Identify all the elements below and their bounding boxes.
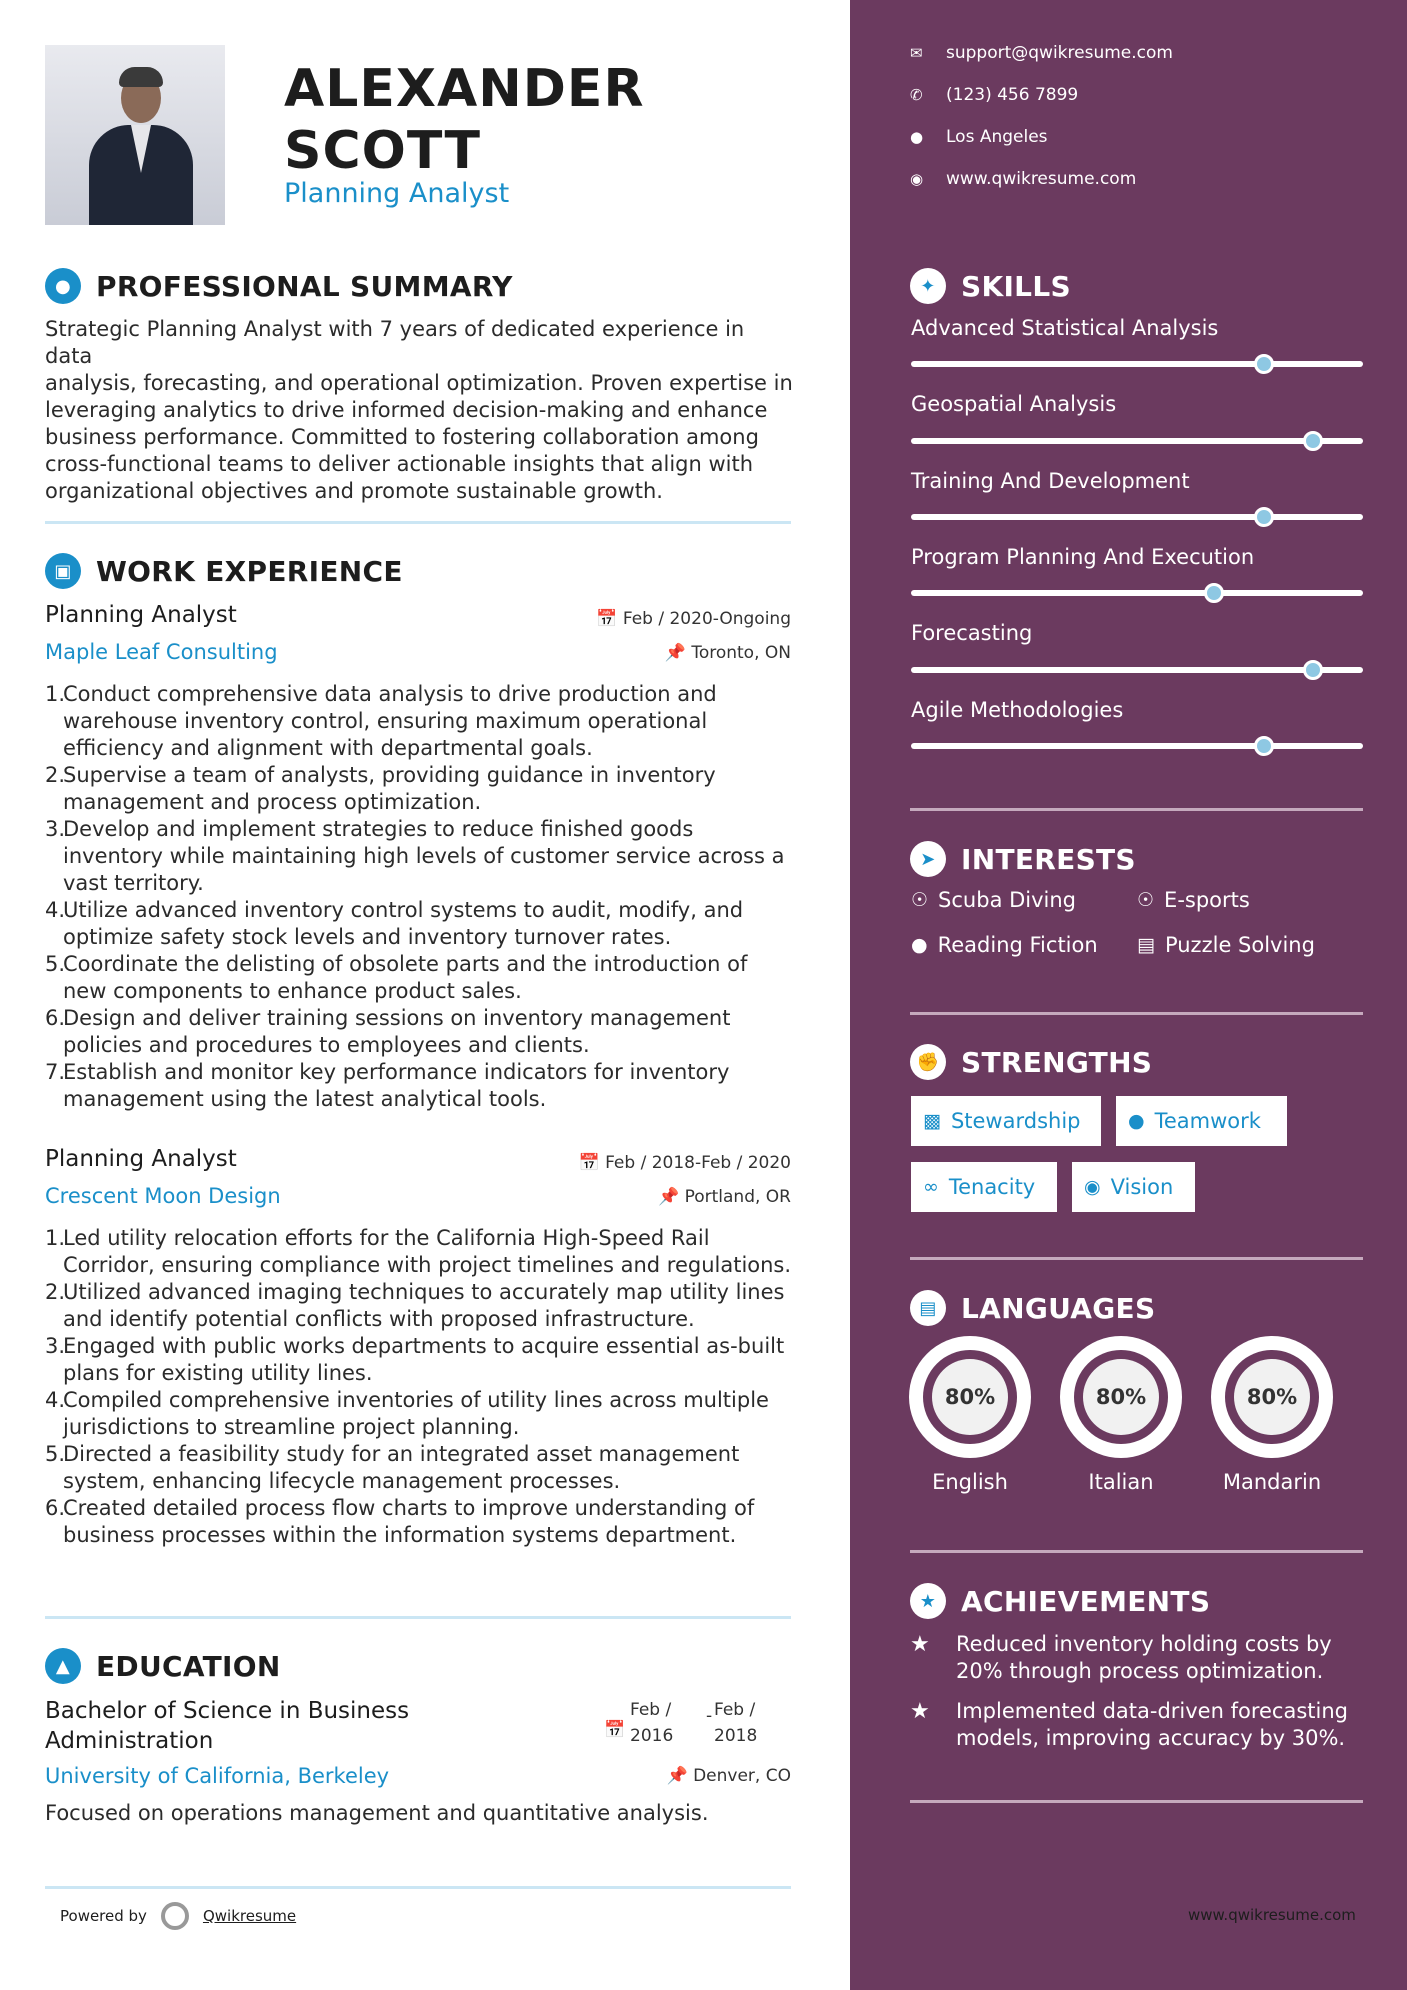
list-item: 6. Design and deliver training sessions on inventory management policies and procedures to employees and clients. <box>45 1006 731 1057</box>
job-2-duties <box>45 1225 795 1549</box>
job-2-dates: 📅 Feb / 2018-Feb / 2020 <box>578 1153 791 1173</box>
profile-photo <box>45 45 225 225</box>
list-item: 3. Develop and implement strategies to reduce finished goods inventory while maintaining high levels of customer service across a vast territory. <box>45 817 785 895</box>
qwikresume-logo-icon <box>161 1902 189 1930</box>
life-ring-icon: ☉ <box>911 889 929 911</box>
contact-website[interactable]: ◉ www.qwikresume.com <box>910 169 1137 189</box>
strength-chip: ◉ Vision <box>1072 1162 1195 1212</box>
skill-bar <box>911 743 1363 749</box>
skill-label: Agile Methodologies <box>911 698 1124 722</box>
list-item: 1. Conduct comprehensive data analysis to drive production and warehouse inventory control, ensuring maximum operational efficiency and alignment with departmental goals. <box>45 682 717 760</box>
divider <box>45 1616 791 1619</box>
interest-item: ▤ Puzzle Solving <box>1137 933 1315 957</box>
list-item: 5. Directed a feasibility study for an integrated asset management system, enhancing lifecycle management processes. <box>45 1442 740 1493</box>
achievement-item: ★ Reduced inventory holding costs by 20% through process optimization. <box>910 1632 1332 1683</box>
job-title: Planning Analyst <box>284 178 510 209</box>
language-gauge: 80% <box>1060 1336 1182 1458</box>
job-2-company: Crescent Moon Design <box>45 1184 281 1208</box>
edu-start-date: Feb / 2016 <box>630 1700 674 1746</box>
life-ring-icon: ☉ <box>1137 889 1155 911</box>
skill-bar <box>911 667 1363 673</box>
translate-icon: ▤ <box>910 1290 946 1326</box>
language-item: 80% Mandarin <box>1211 1336 1333 1494</box>
strength-chip: ● Teamwork <box>1116 1096 1287 1146</box>
paper-plane-icon: ➤ <box>910 841 946 877</box>
job-1-dates: 📅 Feb / 2020-Ongoing <box>596 609 791 629</box>
skill-knob <box>1254 354 1274 374</box>
skill-bar <box>911 590 1363 596</box>
interest-item: ☉ Scuba Diving <box>911 888 1077 912</box>
brand-link[interactable]: Qwikresume <box>202 1907 297 1925</box>
divider <box>910 1800 1363 1803</box>
interests-heading: ➤ INTERESTS <box>910 841 1136 877</box>
skill-label: Advanced Statistical Analysis <box>911 316 1219 340</box>
skill-bar <box>911 514 1363 520</box>
edu-description: Focused on operations management and quantitative analysis. <box>45 1801 709 1825</box>
name-line-2: SCOTT <box>284 121 481 181</box>
divider <box>910 1550 1363 1553</box>
link-icon: ∞ <box>923 1176 939 1198</box>
divider <box>45 1886 791 1889</box>
date-separator: - <box>706 1706 713 1726</box>
summary-heading: ● PROFESSIONAL SUMMARY <box>45 268 513 304</box>
list-item: 1. Led utility relocation efforts for the California High-Speed Rail Corridor, ensuring compliance with project timelines and regulations. <box>45 1226 792 1277</box>
summary-text: Strategic Planning Analyst with 7 years of dedicated experience in data analysis, forecasting, and operational optimization. Proven expertise in leveraging analytics to drive informed decision-making and enhance business performance. Committed to fostering collaboration among cross-functional teams to deliver actionable insights that align with organizational objectives and promote sustainable growth. <box>45 317 793 503</box>
strength-chip: ∞ Tenacity <box>911 1162 1057 1212</box>
skill-label: Program Planning And Execution <box>911 545 1255 569</box>
list-item: 7. Establish and monitor key performance indicators for inventory management using the latest analytical tools. <box>45 1060 730 1111</box>
list-item: 2. Supervise a team of analysts, providing guidance in inventory management and process optimization. <box>45 763 716 814</box>
calendar-icon: 📅 <box>604 1720 626 1740</box>
language-gauge: 80% <box>1211 1336 1333 1458</box>
language-gauge: 80% <box>909 1336 1031 1458</box>
phone-icon: ✆ <box>910 86 923 104</box>
contact-email[interactable]: ✉ support@qwikresume.com <box>910 43 1173 63</box>
language-item: 80% Italian <box>1060 1336 1182 1494</box>
job-1-location: 📌 Toronto, ON <box>664 643 791 663</box>
school: University of California, Berkeley <box>45 1764 390 1788</box>
candidate-name <box>284 58 644 182</box>
briefcase-icon: ▩ <box>923 1110 941 1132</box>
list-item: 4. Compiled comprehensive inventories of utility lines across multiple jurisdictions to streamline project planning. <box>45 1388 769 1439</box>
globe-icon: ◉ <box>910 170 924 188</box>
pin-icon: 📌 <box>666 1766 688 1786</box>
languages-heading: ▤ LANGUAGES <box>910 1290 1155 1326</box>
calendar-icon: 📅 <box>596 609 618 629</box>
language-item: 80% English <box>909 1336 1031 1494</box>
skill-label: Geospatial Analysis <box>911 392 1117 416</box>
strengths-heading: ✊ STRENGTHS <box>910 1044 1152 1080</box>
job-1-duties <box>45 681 795 1113</box>
skill-bar <box>911 438 1363 444</box>
job-1-title: Planning Analyst <box>45 602 237 628</box>
calendar-icon: 📅 <box>578 1153 600 1173</box>
user-icon: ● <box>45 268 81 304</box>
divider <box>910 808 1363 811</box>
fist-icon: ✊ <box>910 1044 946 1080</box>
experience-heading: ▣ WORK EXPERIENCE <box>45 553 403 589</box>
shooting-star-icon: ★ <box>910 1699 930 1724</box>
name-line-1: ALEXANDER <box>284 59 645 119</box>
pin-icon: 📌 <box>658 1187 680 1207</box>
divider <box>45 521 791 524</box>
envelope-icon: ✉ <box>910 44 923 62</box>
skill-label: Forecasting <box>911 621 1033 645</box>
star-badge-icon: ★ <box>910 1583 946 1619</box>
interest-item: ☉ E-sports <box>1137 888 1250 912</box>
desktop-icon: ▣ <box>45 553 81 589</box>
skills-heading: ✦ SKILLS <box>910 268 1071 304</box>
contact-phone: ✆ (123) 456 7899 <box>910 85 1079 105</box>
list-item: 6. Created detailed process flow charts to improve understanding of business processes within the information systems department. <box>45 1496 755 1547</box>
skill-knob <box>1254 736 1274 756</box>
binoculars-icon: ◉ <box>1084 1176 1101 1198</box>
list-item: 3. Engaged with public works departments to acquire essential as-built plans for existing utility lines. <box>45 1334 785 1385</box>
list-item: 4. Utilize advanced inventory control systems to audit, modify, and optimize safety stock levels and inventory turnover rates. <box>45 898 744 949</box>
list-item: 2. Utilized advanced imaging techniques to accurately map utility lines and identify potential conflicts with proposed infrastructure. <box>45 1280 785 1331</box>
divider <box>910 1257 1363 1260</box>
job-2-title: Planning Analyst <box>45 1146 237 1172</box>
footer-url[interactable]: www.qwikresume.com <box>1188 1906 1356 1924</box>
interest-item: ● Reading Fiction <box>911 933 1098 957</box>
skill-knob <box>1254 507 1274 527</box>
lightbulb-icon: ✦ <box>910 268 946 304</box>
footer-powered: Powered by Qwikresume <box>60 1902 296 1930</box>
job-2-location: 📌 Portland, OR <box>658 1187 791 1207</box>
job-1-company: Maple Leaf Consulting <box>45 640 278 664</box>
shooting-star-icon: ★ <box>910 1632 930 1657</box>
gamepad-icon: ● <box>911 934 928 956</box>
education-heading: ▲ EDUCATION <box>45 1648 281 1684</box>
achievement-item: ★ Implemented data-driven forecasting models, improving accuracy by 30%. <box>910 1699 1348 1750</box>
contact-location: ● Los Angeles <box>910 127 1048 147</box>
book-icon: ▤ <box>1137 934 1155 956</box>
degree: Bachelor of Science in Business Administration <box>45 1698 410 1754</box>
divider <box>910 1012 1363 1015</box>
strength-chip: ▩ Stewardship <box>911 1096 1101 1146</box>
skill-bar <box>911 361 1363 367</box>
users-icon: ● <box>1128 1110 1145 1132</box>
achievements-heading: ★ ACHIEVEMENTS <box>910 1583 1210 1619</box>
edu-end-date: Feb / 2018 <box>714 1700 758 1746</box>
skill-knob <box>1204 583 1224 603</box>
list-item: 5. Coordinate the delisting of obsolete parts and the introduction of new components to enhance product sales. <box>45 952 748 1003</box>
pin-icon: 📌 <box>664 643 686 663</box>
skill-label: Training And Development <box>911 469 1190 493</box>
graduate-icon: ▲ <box>45 1648 81 1684</box>
map-pin-icon: ● <box>910 128 924 146</box>
edu-location: 📌 Denver, CO <box>666 1766 791 1786</box>
